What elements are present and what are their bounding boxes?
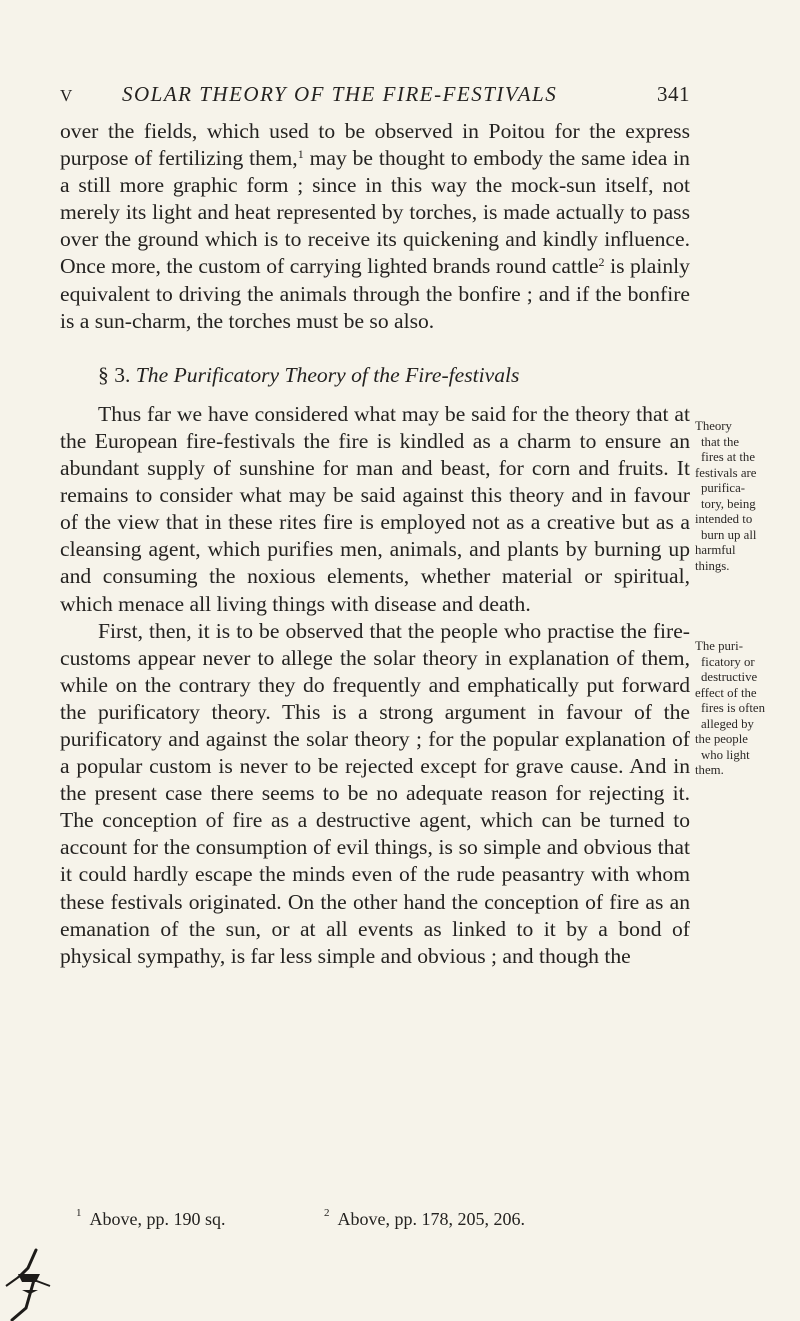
running-head bbox=[60, 82, 690, 112]
footnotes bbox=[60, 1209, 700, 1233]
footnote-ref-2[interactable]: 2 bbox=[598, 255, 605, 270]
marginal-line: tory, being bbox=[701, 496, 756, 511]
marginal-line: purifica- bbox=[701, 481, 746, 495]
marginal-note-2 bbox=[695, 639, 767, 779]
chapter-number: V bbox=[60, 86, 73, 105]
marginal-line: that the bbox=[701, 434, 740, 449]
section-title: The Purificatory Theory of the Fire-festivals bbox=[135, 362, 520, 387]
marginal-line: festivals are bbox=[695, 465, 757, 480]
marginal-line: The puri- bbox=[695, 639, 743, 653]
marginal-line: Theory bbox=[695, 419, 732, 433]
paragraph-3: First, then, it is to be observed that the people who practise the fire-customs appear never to allege the solar theory in explanation of them, while on the contrary they do frequently and emphatically put forward the purificatory theory. This is a strong argument in favour of the purificatory and against the solar theory ; for the popular explanation of a popular custom is never to be rejected except for grave cause. And in the present case there seems to be no adequate reason for rejecting it. The conception of fire as a destructive agent, which can be turned to account for the consumption of evil things, is so simple and obvious that it could hardly escape the minds even of the rude peasantry with whom these festivals originated. On the other hand the conception of fire as an emanation of the sun, or at all events as linked to it by a bond of physical sympathy, is far less simple and obvious ; and though the bbox=[60, 618, 690, 968]
marginal-line: burn up all bbox=[701, 527, 757, 542]
paragraph-1-text-a: over the fields, which used to be observed in Poitou for the express purpose of fertilizing them, bbox=[60, 119, 690, 171]
footnote-2-mark: 2 bbox=[324, 1207, 330, 1219]
paragraph-1 bbox=[60, 118, 690, 335]
page-number: 341 bbox=[657, 82, 690, 106]
paragraph-2: Thus far we have considered what may be said for the theory that at the European fire-festivals the fire is kindled as a charm to ensure an abundant supply of sunshine for man and beast, for corn and fruits. It remains to consider what may be said against this theory and in favour of the view that in these rites fire is employed not as a creative but as a cleansing agent, which purifies men, animals, and plants by burning up and consuming the noxious elements, whether material or spiritual, which menace all living things with disease and death. bbox=[60, 401, 690, 616]
marginal-line: fires at the bbox=[701, 450, 756, 464]
paragraph-1-text-b: may be thought to embody the same idea in a still more graphic form ; since in this way the mock-sun itself, not merely its light and heat represented by torches, is made actually to pass over the ground which is to receive its quickening and kindly influence. Once more, the custom of carrying lighted brands round cattle bbox=[60, 146, 690, 279]
footnote-1-mark: 1 bbox=[76, 1207, 82, 1219]
marginal-line: them. bbox=[695, 763, 724, 777]
marginal-line: the people bbox=[695, 732, 748, 746]
running-title: SOLAR THEORY OF THE FIRE-FESTIVALS bbox=[122, 82, 558, 106]
paragraph-1-text-c: is plainly equivalent to driving the animals through the bonfire ; and if the bonfire is a sun-charm, the torches must be so also. bbox=[60, 254, 690, 333]
marginal-line: who light bbox=[701, 747, 750, 762]
marginal-line: effect of the bbox=[695, 685, 757, 700]
printer-mark-icon bbox=[0, 1246, 60, 1321]
section-number: § 3. bbox=[98, 362, 131, 387]
marginal-line: destructive bbox=[701, 670, 758, 684]
section-heading bbox=[60, 362, 690, 389]
marginal-line: harmful bbox=[695, 543, 736, 557]
marginal-line: ficatory or bbox=[701, 654, 755, 669]
footnote-1-text: Above, pp. 190 sq. bbox=[89, 1209, 226, 1229]
marginal-line: alleged by bbox=[701, 716, 754, 731]
marginal-line: intended to bbox=[695, 512, 753, 526]
footnote-1 bbox=[76, 1209, 226, 1230]
body-text bbox=[60, 118, 690, 970]
footnote-ref-1[interactable]: 1 bbox=[297, 147, 304, 162]
marginal-line: things. bbox=[695, 558, 730, 573]
marginal-line: fires is often bbox=[701, 701, 765, 715]
footnote-2-text: Above, pp. 178, 205, 206. bbox=[337, 1209, 525, 1229]
footnote-2 bbox=[324, 1209, 525, 1230]
marginal-note-1 bbox=[695, 419, 767, 574]
